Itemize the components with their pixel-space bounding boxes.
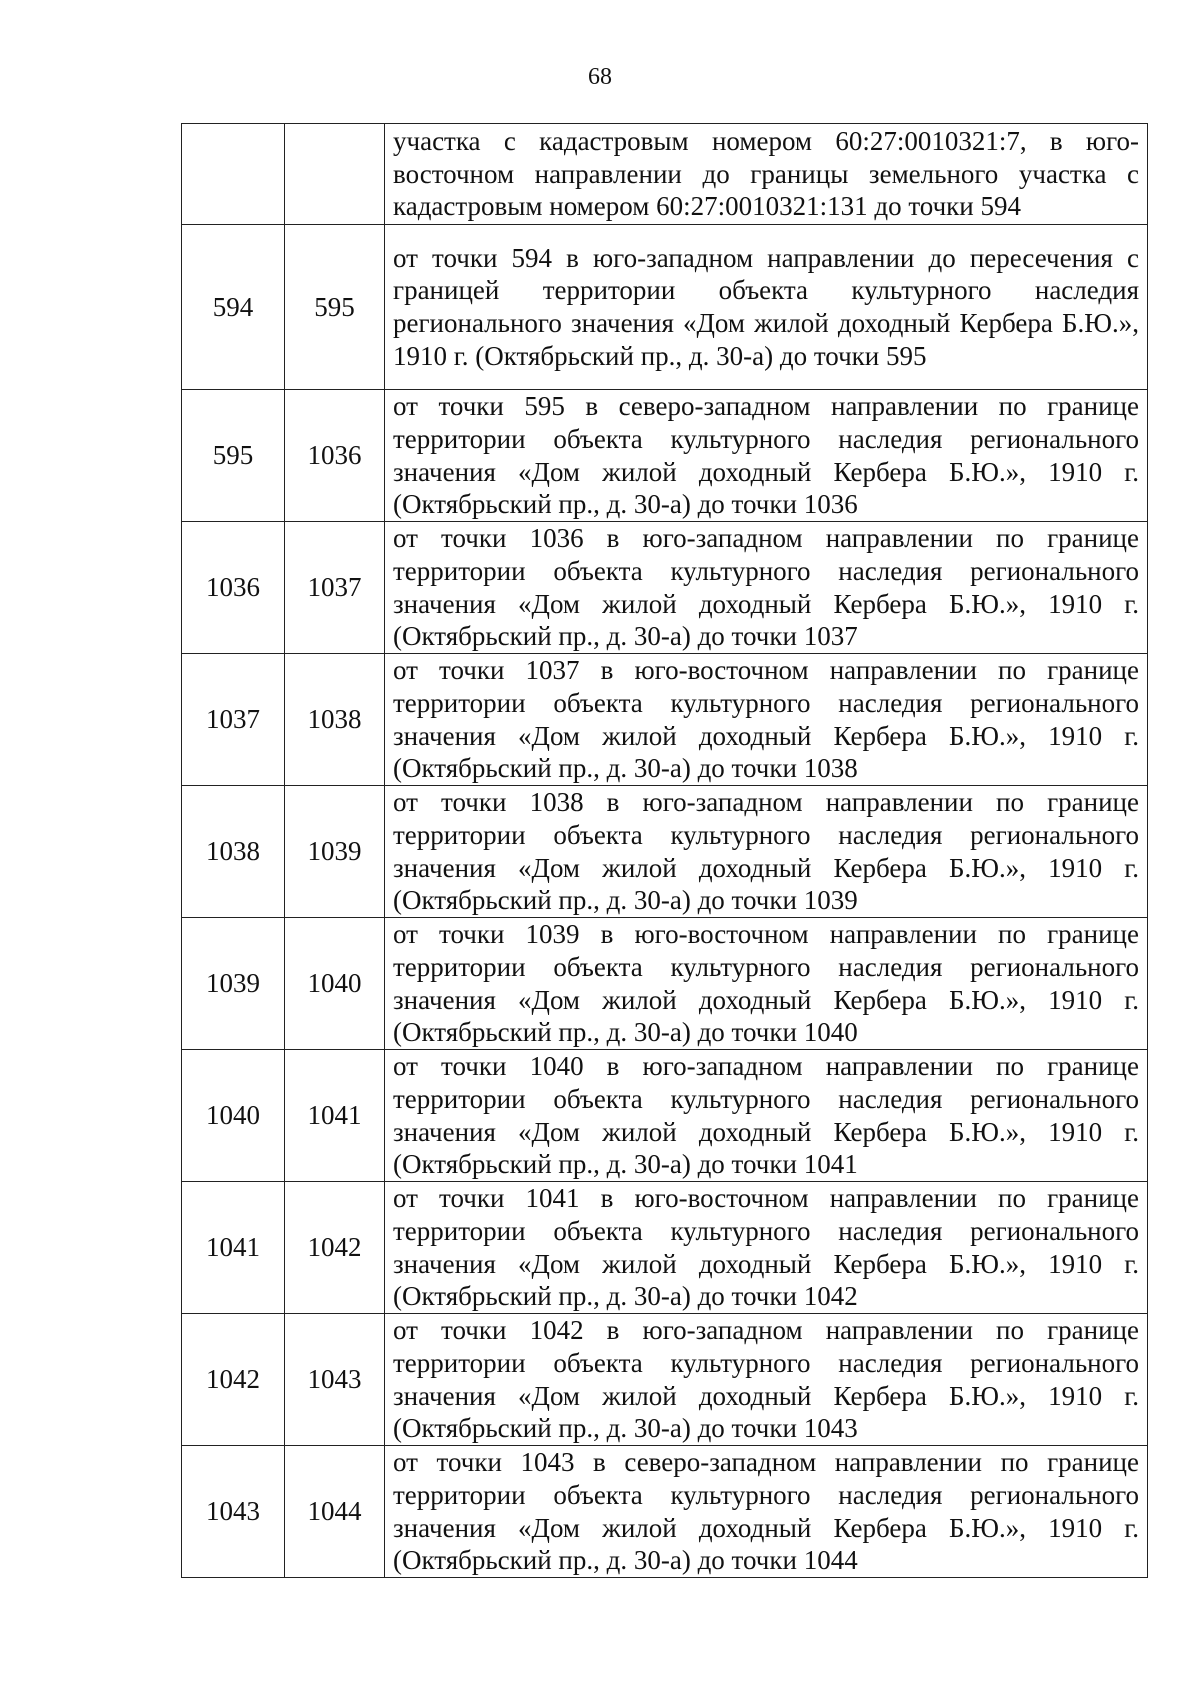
page-number: 68 xyxy=(588,64,612,90)
to-point-cell: 1044 xyxy=(285,1446,385,1578)
to-point-cell xyxy=(285,124,385,225)
from-point-cell: 1036 xyxy=(182,522,285,654)
to-point-cell: 1038 xyxy=(285,654,385,786)
boundary-points-table xyxy=(181,123,1148,1578)
description-cell: от точки 1043 в северо-западном направлении по границе территории объекта культурного наследия регионального значения «Дом жилой доходный Кербера Б.Ю.», 1910 г. (Октябрьский пр., д. 30-а) до точки 1044 xyxy=(385,1446,1148,1578)
description-cell: от точки 1037 в юго-восточном направлении по границе территории объекта культурного наследия регионального значения «Дом жилой доходный Кербера Б.Ю.», 1910 г. (Октябрьский пр., д. 30-а) до точки 1038 xyxy=(385,654,1148,786)
to-point-cell: 1036 xyxy=(285,390,385,522)
from-point-cell: 1043 xyxy=(182,1446,285,1578)
from-point-cell: 1039 xyxy=(182,918,285,1050)
table-row xyxy=(182,786,1148,918)
from-point-cell: 1040 xyxy=(182,1050,285,1182)
description-cell: от точки 1041 в юго-восточном направлении по границе территории объекта культурного наследия регионального значения «Дом жилой доходный Кербера Б.Ю.», 1910 г. (Октябрьский пр., д. 30-а) до точки 1042 xyxy=(385,1182,1148,1314)
to-point-cell: 1042 xyxy=(285,1182,385,1314)
table-row xyxy=(182,124,1148,225)
table-row xyxy=(182,390,1148,522)
to-point-cell: 1039 xyxy=(285,786,385,918)
from-point-cell: 595 xyxy=(182,390,285,522)
to-point-cell: 1043 xyxy=(285,1314,385,1446)
from-point-cell: 1037 xyxy=(182,654,285,786)
description-cell: от точки 1038 в юго-западном направлении по границе территории объекта культурного наследия регионального значения «Дом жилой доходный Кербера Б.Ю.», 1910 г. (Октябрьский пр., д. 30-а) до точки 1039 xyxy=(385,786,1148,918)
table-body xyxy=(182,124,1148,1578)
table-row xyxy=(182,1050,1148,1182)
to-point-cell: 1040 xyxy=(285,918,385,1050)
table-row xyxy=(182,918,1148,1050)
description-cell: от точки 1042 в юго-западном направлении по границе территории объекта культурного наследия регионального значения «Дом жилой доходный Кербера Б.Ю.», 1910 г. (Октябрьский пр., д. 30-а) до точки 1043 xyxy=(385,1314,1148,1446)
from-point-cell: 594 xyxy=(182,225,285,390)
description-cell: от точки 1039 в юго-восточном направлении по границе территории объекта культурного наследия регионального значения «Дом жилой доходный Кербера Б.Ю.», 1910 г. (Октябрьский пр., д. 30-а) до точки 1040 xyxy=(385,918,1148,1050)
description-cell: участка с кадастровым номером 60:27:0010321:7, в юго-восточном направлении до границы земельного участка с кадастровым номером 60:27:0010321:131 до точки 594 xyxy=(385,124,1148,225)
from-point-cell: 1041 xyxy=(182,1182,285,1314)
table-row xyxy=(182,1314,1148,1446)
table-row xyxy=(182,1446,1148,1578)
table-row xyxy=(182,1182,1148,1314)
description-cell: от точки 594 в юго-западном направлении до пересечения с границей территории объекта культурного наследия регионального значения «Дом жилой доходный Кербера Б.Ю.», 1910 г. (Октябрьский пр., д. 30-а) до точки 595 xyxy=(385,225,1148,390)
to-point-cell: 595 xyxy=(285,225,385,390)
table-row xyxy=(182,225,1148,390)
to-point-cell: 1041 xyxy=(285,1050,385,1182)
from-point-cell: 1038 xyxy=(182,786,285,918)
from-point-cell: 1042 xyxy=(182,1314,285,1446)
to-point-cell: 1037 xyxy=(285,522,385,654)
description-cell: от точки 1036 в юго-западном направлении по границе территории объекта культурного наследия регионального значения «Дом жилой доходный Кербера Б.Ю.», 1910 г. (Октябрьский пр., д. 30-а) до точки 1037 xyxy=(385,522,1148,654)
description-cell: от точки 1040 в юго-западном направлении по границе территории объекта культурного наследия регионального значения «Дом жилой доходный Кербера Б.Ю.», 1910 г. (Октябрьский пр., д. 30-а) до точки 1041 xyxy=(385,1050,1148,1182)
from-point-cell xyxy=(182,124,285,225)
description-cell: от точки 595 в северо-западном направлении по границе территории объекта культурного наследия регионального значения «Дом жилой доходный Кербера Б.Ю.», 1910 г. (Октябрьский пр., д. 30-а) до точки 1036 xyxy=(385,390,1148,522)
table-row xyxy=(182,522,1148,654)
table-row xyxy=(182,654,1148,786)
